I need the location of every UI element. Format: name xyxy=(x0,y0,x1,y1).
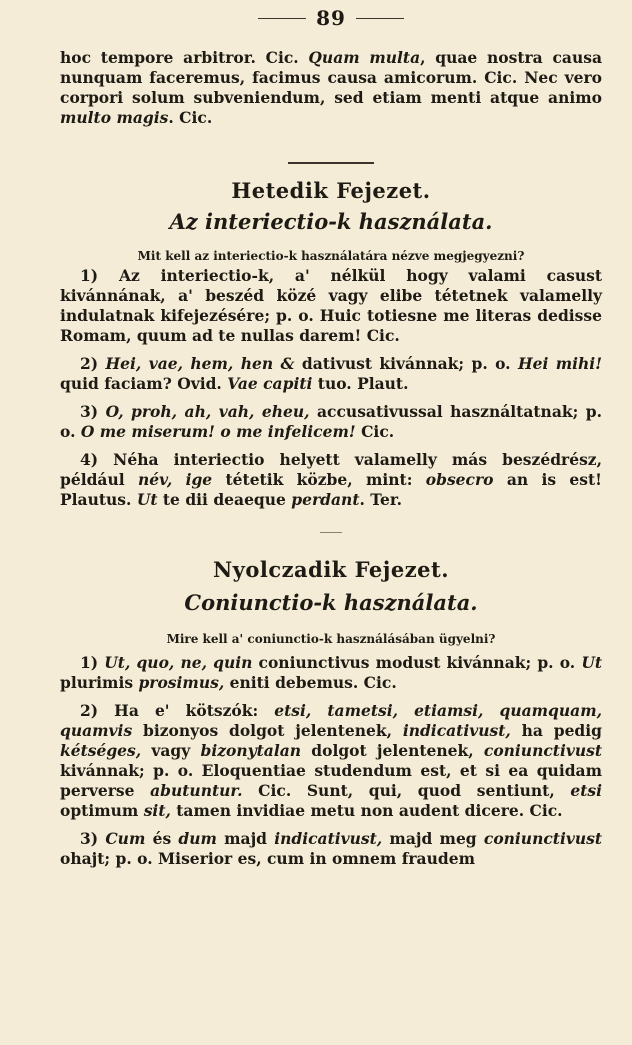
page-content xyxy=(60,48,602,869)
paragraph-9-3: 3) Cum és dum majd indicativust, majd meg coniunctivust ohajt; p. o. Miserior es, cum in omnem fraudem xyxy=(60,829,602,868)
chapter-subtitle-9: Coniunctio-k használata. xyxy=(184,590,478,615)
chapter-title-8: Hetedik Fejezet. xyxy=(231,178,431,203)
chapter-question-9: Mire kell a' coniunctio-k használásában ügyelni? xyxy=(166,632,496,646)
chapter-title-9: Nyolczadik Fejezet. xyxy=(212,557,450,582)
header-rule-left xyxy=(258,18,306,19)
page-number: 89 xyxy=(316,6,346,30)
page-header xyxy=(60,6,602,30)
paragraph-8-2: 2) Hei, vae, hem, hen & dativust kivánnak; p. o. Hei mihi! quid faciam? Ovid. Vae capiti tuo. Plaut. xyxy=(60,354,603,393)
chapter-subtitle-8: Az interiectio-k használata. xyxy=(169,209,493,234)
paragraph-8-4: 4) Néha interiectio helyett valamelly más beszédrész, például név, ige tétetik közbe, mint: obsecro an is est! Plautus. Ut te dii deaeque perdant. Ter. xyxy=(60,450,602,509)
paragraph-9-2: 2) Ha e' kötszók: etsi, tametsi, etiamsi, quamquam, quamvis bizonyos dolgot jelentenek, indicativust, ha pedig kétséges, vagy bizonytalan dolgot jelentenek, coniunctivust kivánnak; p. o. Eloquentiae studendum est, et si ea quidam perverse abutuntur. Cic. Sunt, qui, quod sentiunt, etsi optimum sit, tamen invidiae metu non audent dicere. Cic. xyxy=(60,701,602,820)
paragraph-8-1: 1) Az interiectio-k, a' nélkül hogy valami casust kivánnának, a' beszéd közé vagy elibe tétetnek valamelly indulatnak kifejezésére; p. o. Huic totiesne me literas dedisse Romam, quum ad te nullas darem! Cic. xyxy=(60,266,602,345)
continuation-paragraph: hoc tempore arbitror. Cic. Quam multa, quae nostra causa nunquam faceremus, facimus causa amicorum. Cic. Nec vero corpori solum subveniendum, sed etiam menti atque animo multo magis. Cic. xyxy=(60,48,602,127)
paragraph-8-3: 3) O, proh, ah, vah, eheu, accusativussal használtatnak; p. o. O me miserum! o me infelicem! Cic. xyxy=(60,402,603,441)
header-rule-right xyxy=(356,18,404,19)
paragraph-9-1: 1) Ut, quo, ne, quin coniunctivus modust kivánnak; p. o. Ut plurimis prosimus, eniti debemus. Cic. xyxy=(60,653,602,692)
chapter-question-8: Mit kell az interiectio-k használatára nézve megjegyezni? xyxy=(137,249,525,263)
